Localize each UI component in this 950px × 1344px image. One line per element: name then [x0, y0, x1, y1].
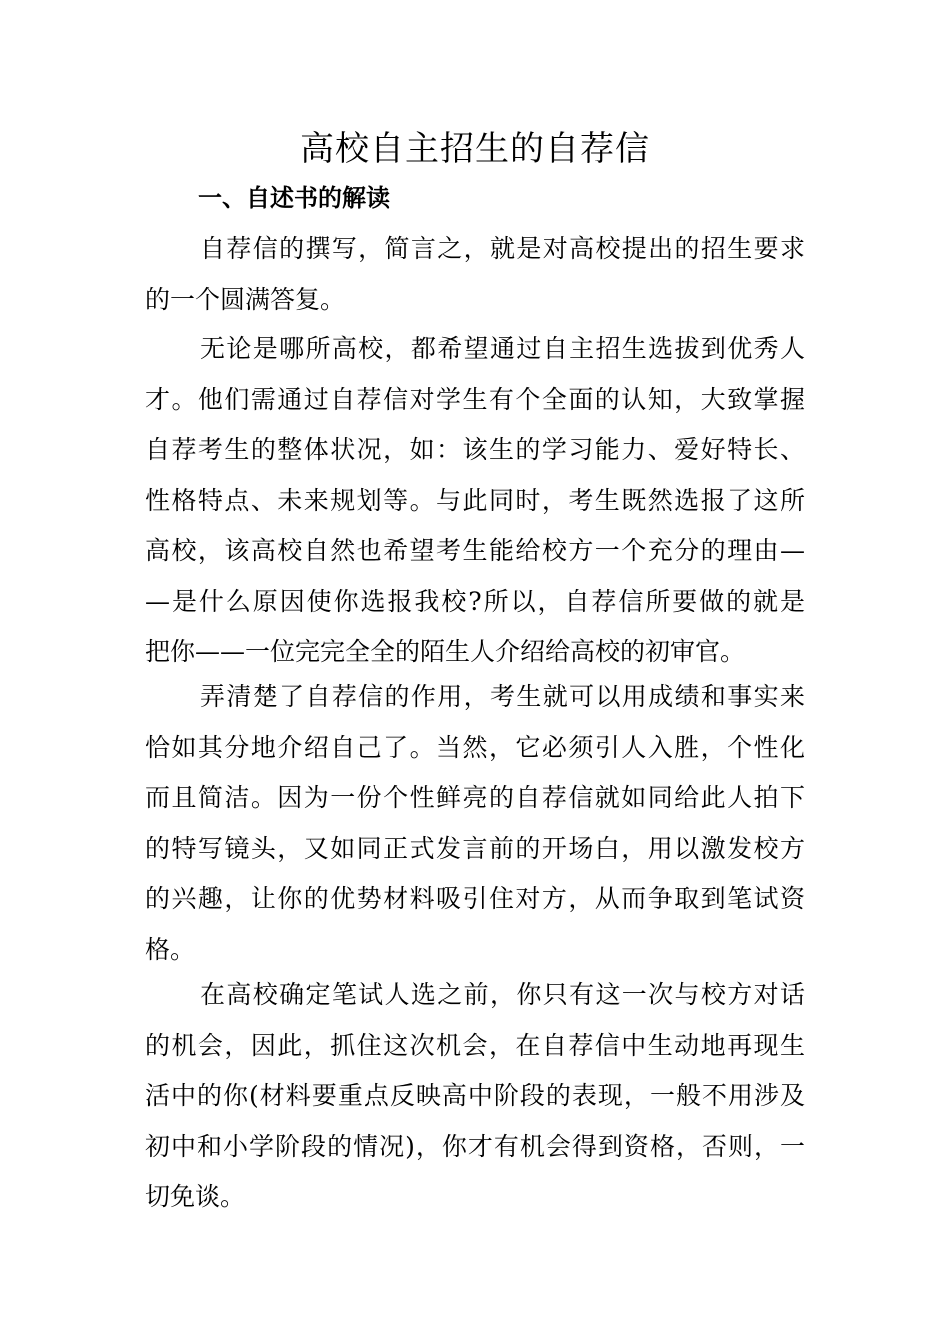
paragraph-line: 的特写镜头，又如同正式发言前的开场白，用以激发校方: [145, 833, 805, 863]
paragraph-line: 自荐信的撰写，简言之，就是对高校提出的招生要求: [200, 234, 805, 263]
paragraph-line: 初中和小学阶段的情况)，你才有机会得到资格，否则，一: [145, 1131, 805, 1161]
paragraph-line: 高校，该高校自然也希望考生能给校方一个充分的理由—: [145, 536, 805, 565]
paragraph-line: 在高校确定笔试人选之前，你只有这一次与校方对话: [200, 980, 805, 1009]
section-heading: 一、自述书的解读: [198, 183, 390, 212]
paragraph-line: 的兴趣，让你的优势材料吸引住对方，从而争取到笔试资: [145, 884, 805, 913]
paragraph-line: 格。: [145, 934, 196, 964]
paragraph-line: 切免谈。: [145, 1182, 246, 1211]
document-title: 高校自主招生的自荐信: [300, 129, 650, 169]
paragraph-line: —是什么原因使你选报我校?所以，自荐信所要做的就是: [145, 586, 805, 616]
paragraph-4: [145, 970, 805, 1223]
paragraph-line: 弄清楚了自荐信的作用，考生就可以用成绩和事实来: [200, 682, 805, 711]
paragraph-line: 自荐考生的整体状况，如：该生的学习能力、爱好特长、: [145, 435, 805, 464]
paragraph-1: [145, 224, 805, 325]
paragraph-line: 把你——一位完完全全的陌生人介绍给高校的初审官。: [145, 637, 746, 666]
paragraph-line: 性格特点、未来规划等。与此同时，考生既然选报了这所: [145, 485, 805, 515]
paragraph-line: 的一个圆满答复。: [145, 284, 346, 314]
paragraph-line: 无论是哪所高校，都希望通过自主招生选拔到优秀人: [200, 334, 805, 363]
paragraph-2: [145, 324, 805, 678]
paragraph-line: 恰如其分地介绍自己了。当然，它必须引人入胜，个性化: [145, 732, 805, 762]
paragraph-line: 才。他们需通过自荐信对学生有个全面的认知，大致掌握: [145, 384, 805, 414]
paragraph-3: [145, 672, 805, 975]
paragraph-line: 活中的你(材料要重点反映高中阶段的表现，一般不用涉及: [145, 1081, 805, 1110]
paragraph-line: 的机会，因此，抓住这次机会，在自荐信中生动地再现生: [145, 1030, 805, 1060]
paragraph-line: 而且简洁。因为一份个性鲜亮的自荐信就如同给此人拍下: [145, 783, 805, 812]
